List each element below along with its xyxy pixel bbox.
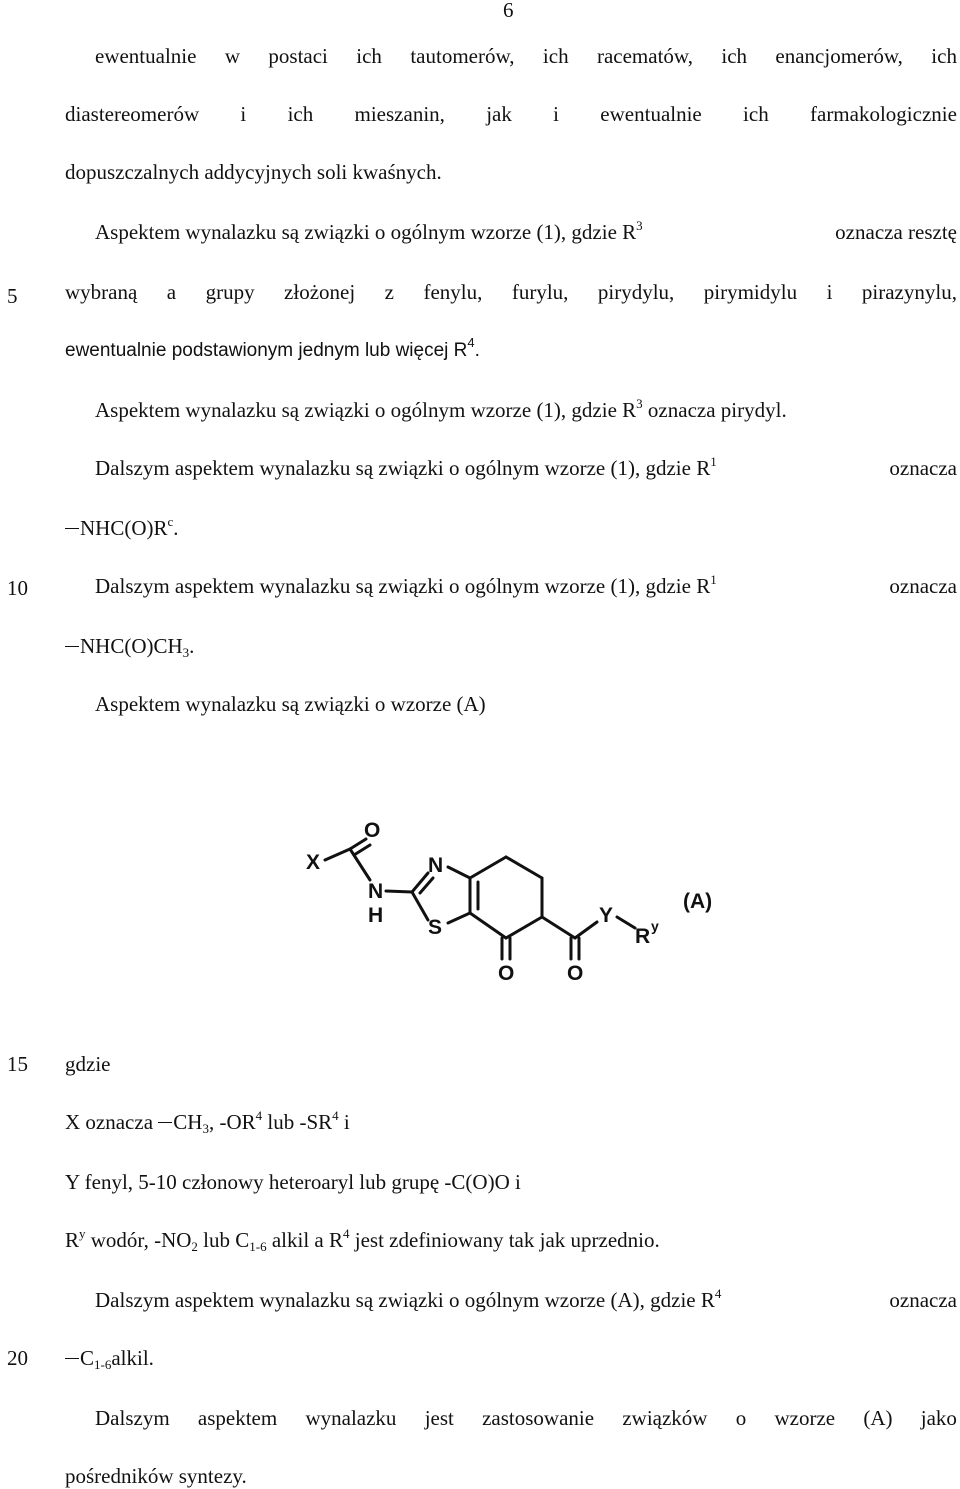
- para5-line2: $NHC(O)CH_3$.: [65, 636, 194, 657]
- line-number-10: 10: [7, 576, 28, 600]
- word: pirydylu,: [597, 280, 675, 304]
- para5-line1: Dalszym aspektem wynalazku są związki o ogólnym wzorze (1), gdzie $R^1$ oznacza: [95, 572, 957, 598]
- word: grupy: [205, 280, 255, 304]
- word: aspektem: [197, 1406, 278, 1430]
- para2-line1-end: oznacza resztę: [835, 220, 957, 244]
- def-y: Y fenyl, 5-10 członowy heteroaryl lub grupę -C(O)O i: [65, 1170, 521, 1194]
- bond-c7a-s: [448, 913, 470, 923]
- para2-line1: [95, 218, 957, 244]
- atom-r-sup: y: [651, 918, 659, 934]
- word: w: [224, 44, 241, 68]
- word: o: [735, 1406, 747, 1430]
- para1-line2: [65, 104, 957, 125]
- word: pirazynylu,: [861, 280, 957, 304]
- word: pirymidylu: [703, 280, 798, 304]
- word: furylu,: [511, 280, 569, 304]
- word: postaci: [268, 44, 328, 68]
- bond-x-c: [325, 849, 350, 860]
- para7-line2: $C_{1-6}alkil$.: [65, 1348, 154, 1369]
- atom-o-ketone: O: [498, 962, 515, 985]
- para2-line3: ewentualnie podstawionym jednym lub więcej $R^4$.: [65, 335, 480, 361]
- word: a: [166, 280, 177, 304]
- word: jako: [920, 1406, 957, 1430]
- para6: Aspektem wynalazku są związki o wzorze (A): [95, 692, 486, 716]
- dash-mark: [65, 528, 79, 529]
- page-number: 6: [503, 0, 514, 22]
- gdzie: gdzie: [65, 1052, 111, 1076]
- atom-o-ester: O: [567, 962, 584, 985]
- bond-c7-c7a: [470, 913, 506, 938]
- line-number-5: 5: [7, 284, 18, 308]
- word: fenylu,: [423, 280, 483, 304]
- para8-line2: pośredników syntezy.: [65, 1464, 247, 1488]
- word: ich: [721, 44, 748, 68]
- bond-n3-c3a: [448, 867, 470, 878]
- bond-y-r: [617, 917, 635, 928]
- bond-c6-cest: [542, 917, 575, 938]
- atom-n-ring: N: [428, 854, 444, 877]
- word: zastosowanie: [482, 1406, 595, 1430]
- bond-n-c2: [386, 891, 412, 892]
- atom-h: H: [368, 904, 384, 927]
- para1-line3: dopuszczalnych addycyjnych soli kwaśnych.: [65, 160, 442, 184]
- para3: Aspektem wynalazku są związki o ogólnym wzorze (1), gdzie $R^3$ oznacza pirydyl.: [95, 396, 787, 422]
- word: tautomerów,: [410, 44, 515, 68]
- word: farmakologicznie: [810, 102, 957, 126]
- atom-r: R: [635, 925, 651, 948]
- word: ich: [931, 44, 957, 68]
- chemical-structure-a: [290, 805, 740, 995]
- def-x: X oznacza $CH_3$, $-OR^4$ lub $-SR^4$ i: [65, 1108, 350, 1136]
- bond-c6-c7: [506, 917, 542, 938]
- word: Dalszym: [95, 1406, 170, 1430]
- word: mieszanin,: [354, 102, 445, 126]
- word: i: [826, 280, 833, 304]
- atom-s: S: [428, 916, 443, 939]
- dash-mark: [65, 1358, 79, 1359]
- bond-c4-c5: [506, 857, 542, 878]
- dash-mark: [158, 1122, 172, 1123]
- para2-line1-text: Aspektem wynalazku są związki o ogólnym wzorze (1), gdzie $R^3$: [95, 218, 643, 244]
- para4-line2: $NHC(O)R^c$.: [65, 518, 179, 539]
- structure-label: (A): [683, 890, 713, 913]
- para2-line2: [65, 282, 957, 303]
- atom-n-amide: N: [368, 880, 384, 903]
- para8-line1: [95, 1408, 957, 1429]
- word: racematów,: [596, 44, 693, 68]
- bond-s-c2: [412, 892, 428, 920]
- para7-line1: Dalszym aspektem wynalazku są związki o ogólnym wzorze (A), gdzie $R^4$ oznacza: [95, 1286, 957, 1312]
- word: i: [240, 102, 247, 126]
- atom-o-carbonyl: O: [364, 819, 381, 842]
- bond-c2-n3: [412, 873, 428, 892]
- line-number-20: 20: [7, 1346, 28, 1370]
- word: wybraną: [65, 280, 138, 304]
- word: ich: [287, 102, 314, 126]
- word: związków: [622, 1406, 708, 1430]
- word: diastereomerów: [65, 102, 200, 126]
- word: jak: [486, 102, 512, 126]
- dash-mark: [65, 646, 79, 647]
- bond-cest-y: [575, 922, 597, 938]
- atom-x: X: [306, 851, 321, 874]
- line-number-15: 15: [7, 1052, 28, 1076]
- para4-line1: Dalszym aspektem wynalazku są związki o ogólnym wzorze (1), gdzie $R^1$ oznacza: [95, 454, 957, 480]
- word: jest: [424, 1406, 454, 1430]
- bond-c-n: [350, 849, 370, 880]
- word: wzorze: [774, 1406, 836, 1430]
- word: (A): [863, 1406, 893, 1430]
- word: ewentualnie: [95, 44, 197, 68]
- word: złożonej: [284, 280, 356, 304]
- word: ich: [743, 102, 769, 126]
- word: i: [553, 102, 559, 126]
- bond-c3a-c4: [470, 857, 506, 878]
- word: ewentualnie: [600, 102, 702, 126]
- def-r: $R^y$ wodór, $-NO_2$ lub $C_{1-6}$ alkil a $R^4$ jest zdefiniowany tak jak uprzednio.: [65, 1226, 660, 1254]
- word: wynalazku: [305, 1406, 397, 1430]
- word: ich: [356, 44, 382, 68]
- atom-y: Y: [599, 904, 614, 927]
- word: enancjomerów,: [775, 44, 903, 68]
- word: ich: [542, 44, 569, 68]
- word: z: [384, 280, 394, 304]
- para1-line1: [95, 46, 957, 67]
